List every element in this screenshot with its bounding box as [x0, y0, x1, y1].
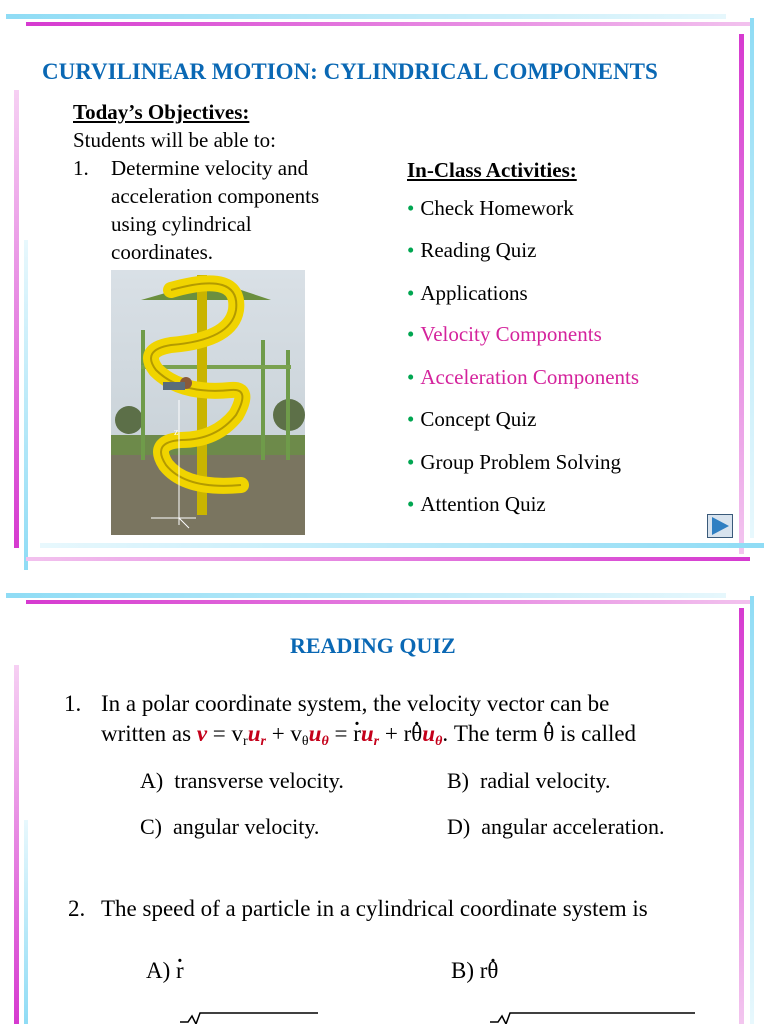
next-slide-play-icon[interactable] [707, 514, 733, 538]
activity-label: Acceleration Components [420, 365, 640, 389]
left-cyan-bar [24, 240, 28, 570]
bottom-magenta-bar [26, 557, 750, 561]
bottom-cyan-bar [40, 543, 764, 548]
q1-option-c[interactable]: C) angular velocity. [140, 814, 320, 839]
top-magenta-bar [26, 22, 754, 26]
q1-number: 1. [64, 691, 82, 716]
bullet-icon: • [407, 492, 415, 516]
bullet-icon: • [407, 450, 415, 474]
bullet-icon: • [407, 238, 415, 262]
slide-title: CURVILINEAR MOTION: CYLINDRICAL COMPONENTS [42, 59, 658, 84]
bullet-icon: • [407, 196, 415, 220]
bullet-icon: • [407, 281, 415, 305]
slide-title: READING QUIZ [290, 633, 456, 658]
activity-item [407, 238, 536, 263]
activity-item [407, 450, 621, 475]
objective-line-4: coordinates. [111, 240, 214, 264]
q2-option-a[interactable]: A) . r [146, 958, 184, 984]
right-cyan-bar [750, 596, 754, 1024]
activity-item [407, 365, 639, 390]
q1-line-2: written as $v = v_ru_r + v_\theta u_\theta$ = . $ru_r + r$. $\theta u_\theta$. The term . θ is called [101, 721, 636, 750]
top-magenta-bar [26, 600, 754, 604]
bullet-icon: • [407, 407, 415, 431]
activity-item [407, 196, 574, 221]
top-gradient-bar [6, 14, 726, 19]
objective-line-1: Determine velocity and [111, 156, 309, 180]
activity-label: Attention Quiz [420, 492, 546, 516]
activity-item [407, 281, 528, 306]
activity-label: Concept Quiz [420, 407, 537, 431]
right-magenta-bar [739, 34, 744, 554]
objective-line-3: using cylindrical [111, 212, 252, 236]
left-cyan-bar [24, 820, 28, 1024]
activity-label: Reading Quiz [420, 238, 537, 262]
activity-item [407, 322, 602, 347]
activity-label: Check Homework [420, 196, 574, 220]
q2-option-b[interactable]: B) r. θ [451, 958, 498, 984]
objectives-intro: Students will be able to: [73, 128, 276, 152]
q2-text: The speed of a particle in a cylindrical coordinate system is [101, 896, 648, 921]
q1-option-d[interactable]: D) angular acceleration. [447, 814, 665, 839]
q1-option-a[interactable]: A) transverse velocity. [140, 768, 344, 793]
objectives-heading: Today’s Objectives: [73, 100, 250, 124]
photo-z-label: z [174, 427, 179, 438]
bullet-icon: • [407, 365, 415, 389]
activities-heading: In-Class Activities: [407, 158, 577, 182]
bullet-icon: • [407, 322, 415, 346]
spiral-slide-photo [111, 270, 305, 535]
activity-item [407, 492, 546, 517]
right-magenta-bar [739, 608, 744, 1024]
sqrt-symbol-left [180, 1012, 320, 1024]
activity-label: Velocity Components [420, 322, 602, 346]
right-cyan-bar [750, 18, 754, 538]
activity-label: Applications [420, 281, 528, 305]
activity-item [407, 407, 536, 432]
top-gradient-bar [6, 593, 726, 598]
left-magenta-bar [14, 665, 19, 1024]
sqrt-symbol-right [490, 1012, 700, 1024]
objective-number: 1. [73, 156, 89, 180]
q2-number: 2. [68, 896, 86, 921]
q1-option-b[interactable]: B) radial velocity. [447, 768, 611, 793]
activity-label: Group Problem Solving [420, 450, 622, 474]
objective-line-2: acceleration components [111, 184, 320, 208]
q1-line-1: In a polar coordinate system, the velocity vector can be [101, 691, 610, 716]
left-magenta-bar [14, 90, 19, 548]
